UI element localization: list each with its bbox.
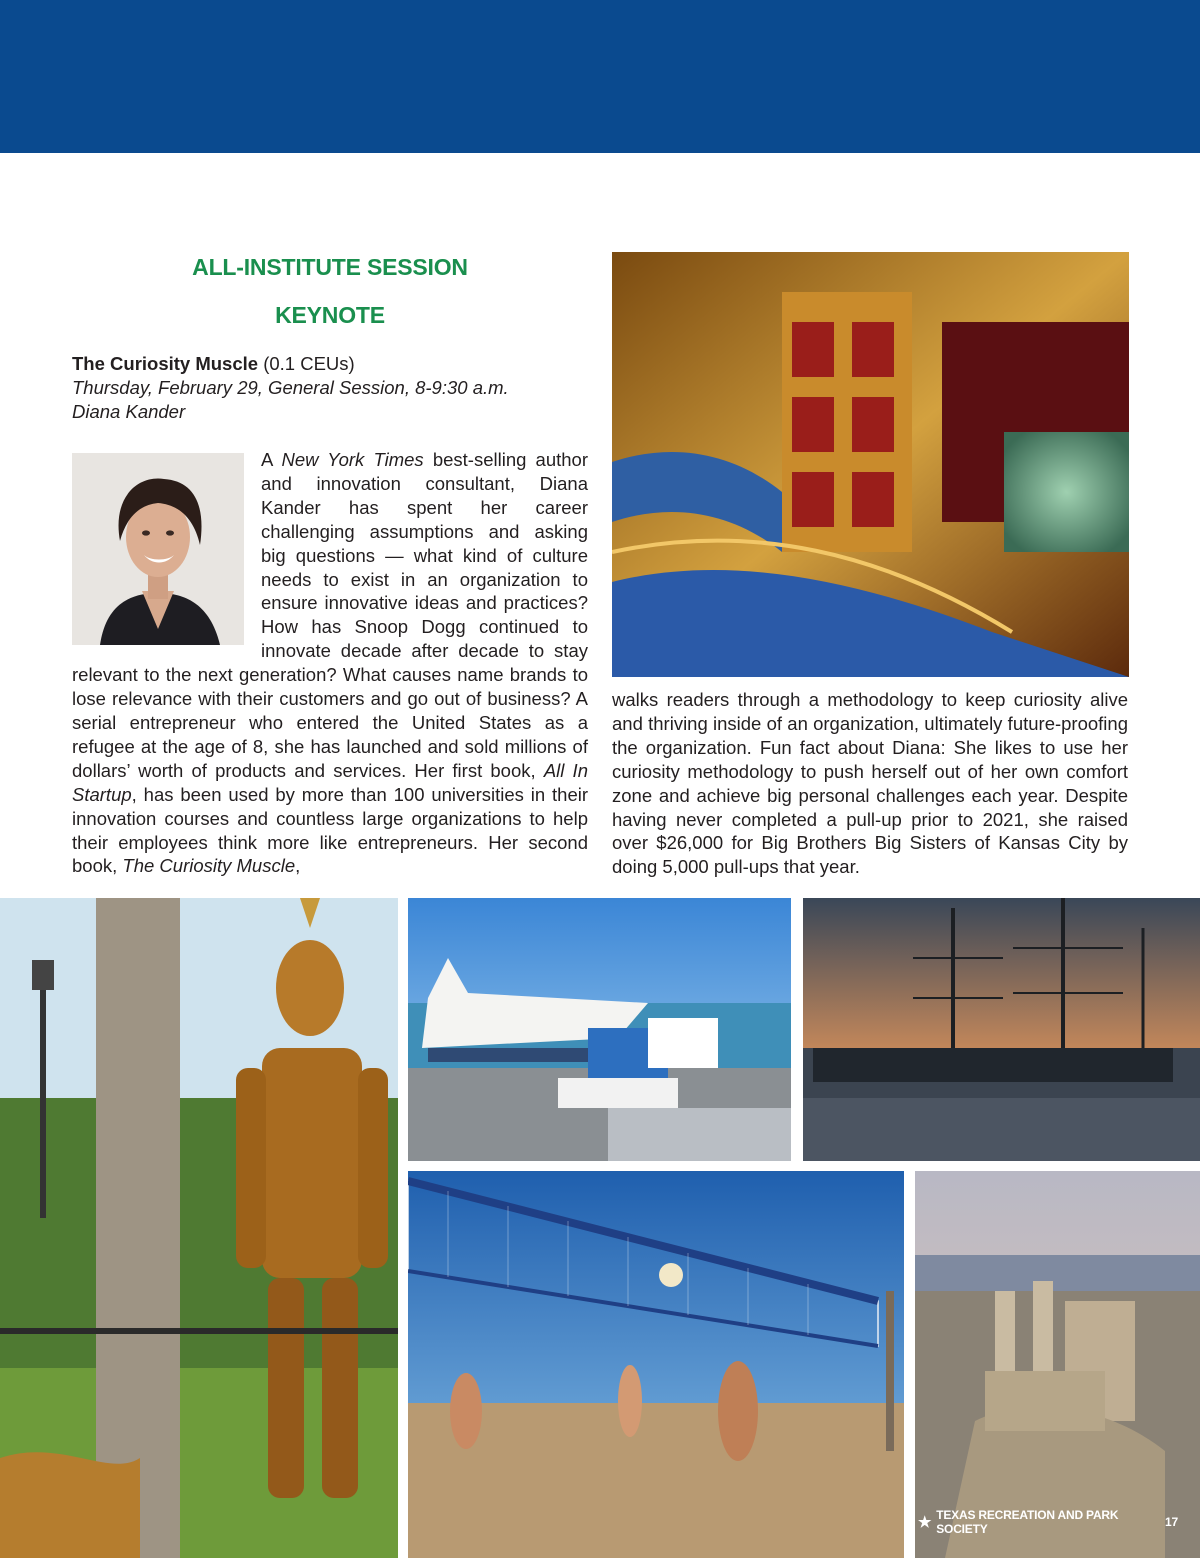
cruise-ship-photo [408, 898, 791, 1161]
tall-ship-photo [803, 898, 1200, 1161]
section-heading: ALL-INSTITUTE SESSION [192, 254, 468, 280]
session-meta [72, 352, 592, 424]
page-footer [918, 1508, 1178, 1536]
header-band [0, 0, 1200, 153]
statue-photo [0, 898, 398, 1558]
bio-text-1: A [261, 449, 282, 470]
footer-org: TEXAS RECREATION AND PARK SOCIETY [936, 1508, 1119, 1536]
speaker-name: Diana Kander [72, 401, 186, 422]
bio-continued: walks readers through a methodology to keep curiosity alive and thriving inside of an organization, ultimately future-proofing the organization. Fun fact about Diana: She likes to use her curiosity methodology to push herself out of her own comfort zone and achieve big personal challenges each year. Despite having never completed a pull-up prior to 2021, she raised over $26,000 for Big Brothers Big Sisters of Kansas City by doing 5,000 pull-ups that year. [612, 689, 1128, 878]
star-icon: ★ [918, 1514, 932, 1531]
bio-text-4: , [295, 855, 301, 877]
bio-column-right [612, 688, 1128, 879]
session-ceus: (0.1 CEUs) [263, 353, 355, 374]
theater-photo [612, 252, 1129, 677]
bio-text-3: , has been used by more than 100 universities in their innovation courses and countless large organizations to help their employees think more like entrepreneurs. Her second book, [72, 783, 588, 877]
session-time: Thursday, February 29, General Session, 8-9:30 a.m. [72, 377, 509, 398]
bio-text-2: best-selling author and innovation consultant, Diana Kander has spent her career challenging assumptions and asking big questions — what kind of culture needs to exist in an organization to ensure innovative ideas and practices? How has Snoop Dogg continued to innovate decade after decade to stay relevant to the next generation? What causes name brands to lose relevance with their customers and go out of business? A serial entrepreneur who entered the United States as a refugee at the age of 8, she has launched and sold millions of dollars’ worth of products and services. Her first book, [72, 449, 589, 781]
volleyball-photo [408, 1171, 904, 1558]
bio-publication: New York Times [281, 449, 424, 470]
keynote-heading: KEYNOTE [275, 302, 385, 328]
page-number: 17 [1165, 1515, 1178, 1529]
bio-column-left [72, 448, 588, 878]
sandcastle-photo [915, 1171, 1200, 1558]
session-title: The Curiosity Muscle [72, 353, 259, 374]
speaker-portrait [72, 453, 244, 645]
bio-book-1: All In Startup [72, 759, 588, 805]
bio-book-2: The Curiosity Muscle [122, 855, 296, 877]
